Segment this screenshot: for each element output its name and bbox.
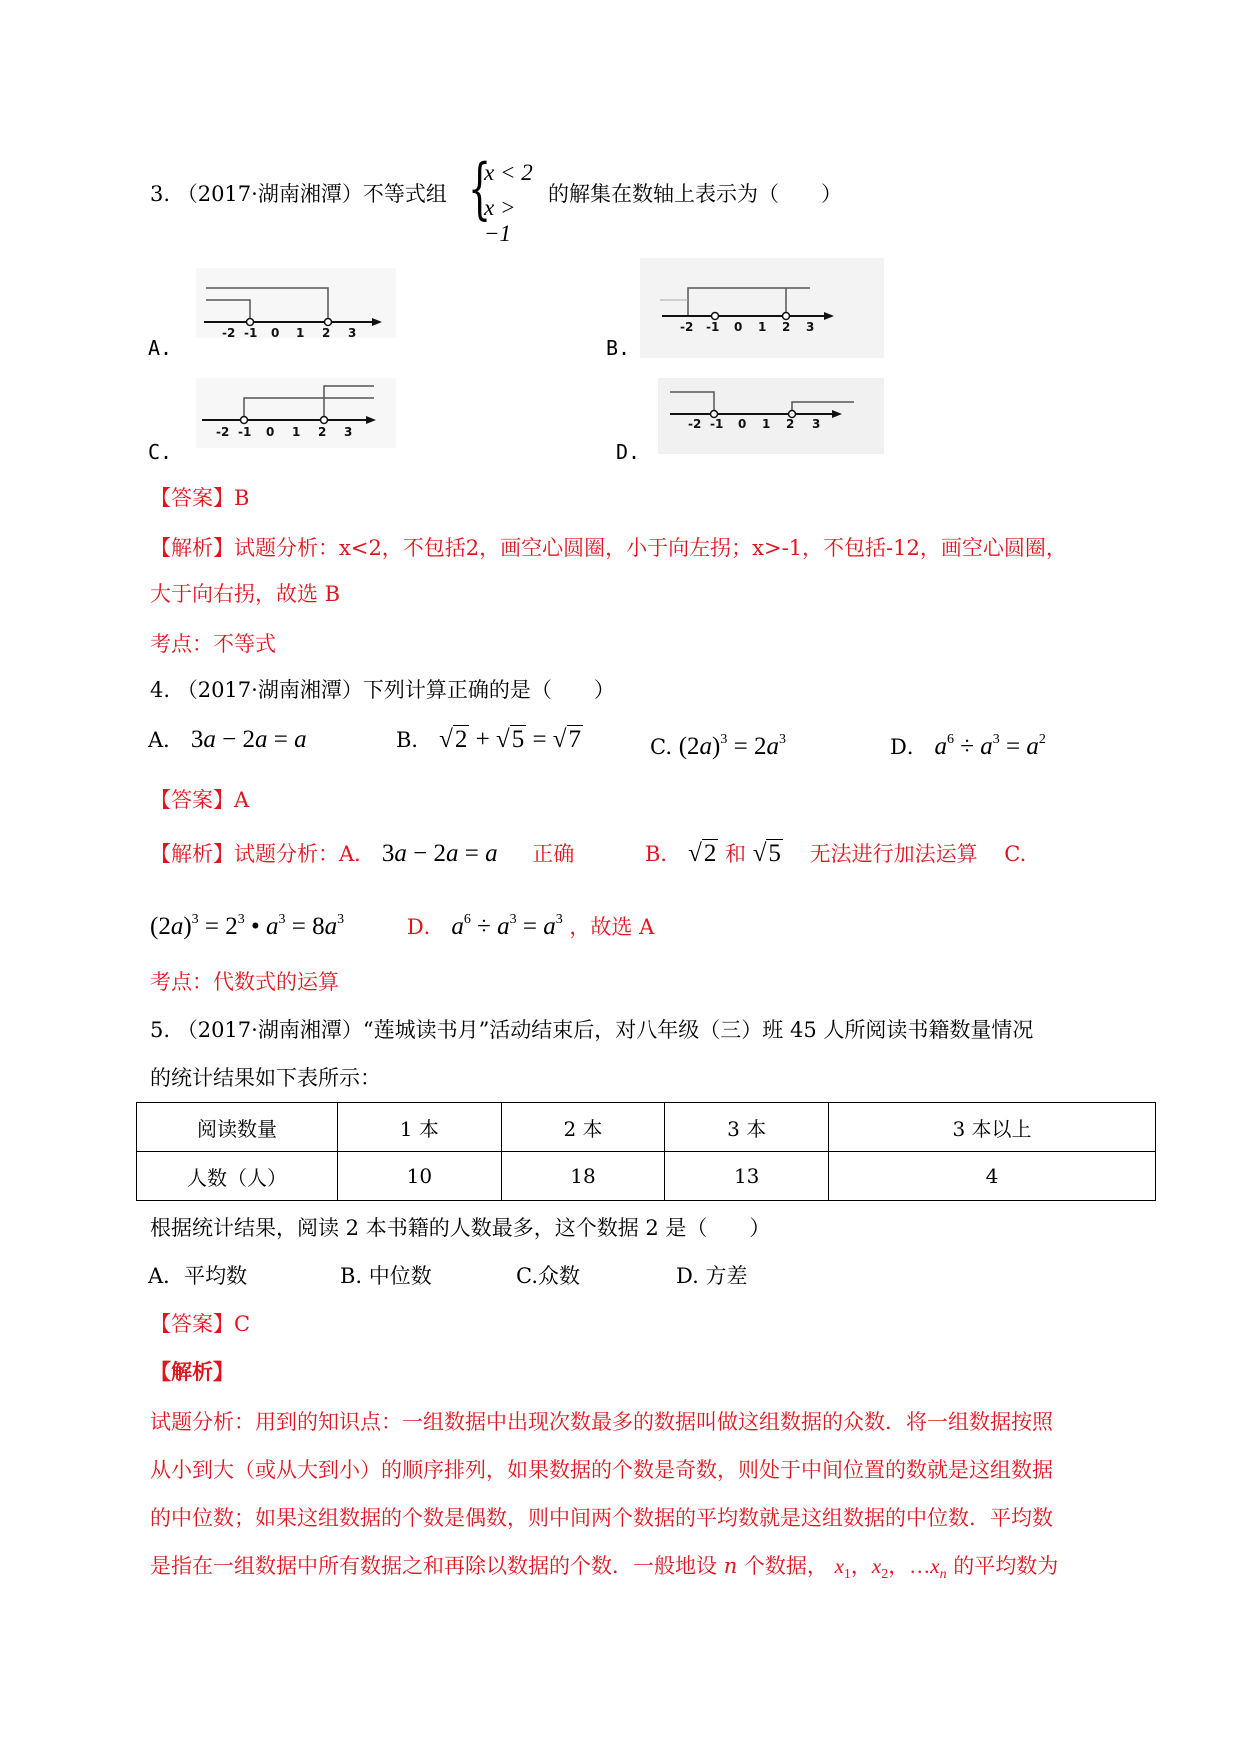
tick-label: -2 [216, 425, 230, 439]
q5-analysis-x-list: $x_1$，$x_2$，$\dots x_n$ [834, 1554, 947, 1582]
q5-analysis-line-4 [150, 1552, 1058, 1589]
table-cell: 3 本以上 [829, 1103, 1156, 1152]
q5-analysis-line-1: 试题分析：用到的知识点：一组数据中出现次数最多的数据叫做这组数据的众数．将一组数据按照 [150, 1410, 1053, 1434]
q4-analysis-c-label: C. [1004, 842, 1027, 866]
q4-option-c-label: C. [650, 735, 672, 759]
q4-option-a-label: A． [148, 728, 185, 752]
tick-label: 3 [348, 326, 357, 338]
tick-label: -1 [238, 425, 252, 439]
table-cell: 18 [501, 1152, 665, 1201]
tick-label: -2 [688, 417, 702, 431]
q4-option-d-expr: $a^6 \div a^3 = a^2$ [934, 732, 1046, 760]
q3-answer: 【答案】B [150, 486, 250, 510]
q4-option-b-expr: √2 + √5 = √7 [439, 726, 582, 753]
q4-analysis-sqrt5: √5 [752, 840, 781, 867]
q4-analysis-end: ，故选 A [569, 915, 655, 939]
q3-prefix: 3. （2017·湖南湘潭）不等式组 [150, 182, 447, 206]
q4-stem: 4. （2017·湖南湘潭）下列计算正确的是（ ） [150, 678, 615, 702]
table-row [137, 1152, 1156, 1201]
tick-label: 0 [271, 326, 280, 338]
q5-option-c: C.众数 [516, 1264, 580, 1288]
q4-analysis-b-label: B． [644, 842, 682, 866]
q4-option-d [890, 726, 1046, 761]
q4-answer: 【答案】A [150, 788, 250, 812]
q5-analysis-l4b: 个数据， [743, 1554, 828, 1578]
brace-icon: { [468, 150, 492, 227]
tick-label: -1 [244, 326, 258, 338]
tick-label: -1 [706, 320, 720, 334]
q4-kaodian: 考点：代数式的运算 [150, 970, 339, 994]
q3-analysis-line-2: 大于向右拐，故选 B [150, 582, 341, 606]
table-cell: 人数（人） [137, 1152, 338, 1201]
q4-analysis-d-label: D． [406, 915, 445, 939]
inequality-2: x > −1 [484, 195, 516, 246]
q4-analysis-b-and: 和 [725, 842, 746, 866]
q5-question: 根据统计结果，阅读 2 本书籍的人数最多，这个数据 2 是（ ） [150, 1216, 771, 1240]
tick-label: 2 [322, 326, 331, 338]
tick-label: 0 [266, 425, 275, 439]
table-cell: 2 本 [501, 1103, 665, 1152]
q5-stem-line-2: 的统计结果如下表所示： [150, 1066, 381, 1090]
table-cell: 13 [665, 1152, 829, 1201]
q4-analysis-d-expr: $a^6 \div a^3 = a^3$ [451, 912, 563, 940]
q4-analysis-head: 【解析】试题分析：A． [150, 842, 376, 866]
tick-label: 1 [296, 326, 305, 338]
table-cell: 3 本 [665, 1103, 829, 1152]
q3-analysis-line-1: 【解析】试题分析：x<2，不包括2，画空心圆圈，小于向左拐；x>-1，不包括-12，画空心圆圈， [150, 536, 1067, 560]
inequality-1: x < 2 [484, 160, 533, 185]
q5-analysis-title: 【解析】 [150, 1359, 234, 1384]
tick-label: 1 [762, 417, 771, 431]
q4-option-c [650, 726, 786, 761]
number-line-option-a [196, 268, 396, 338]
tick-label: 2 [786, 417, 795, 431]
q5-option-a: A．平均数 [148, 1264, 248, 1288]
q5-option-b: B. 中位数 [340, 1264, 432, 1288]
q5-stem-line-1: 5. （2017·湖南湘潭）“莲城读书月”活动结束后，对八年级（三）班 45 人所阅读书籍数量情况 [150, 1018, 1034, 1042]
q4-option-b [396, 726, 583, 754]
q4-analysis-a-expr: 3a − 2a = a [381, 840, 498, 867]
q4-analysis-sqrt2: √2 [688, 840, 717, 867]
q4-analysis-c-expr: $(2a)^3 = 2^3$ • $a^3 = 8a^3$ [150, 912, 345, 940]
q4-analysis-a-note: 正确 [532, 842, 575, 866]
q4-option-a [148, 726, 307, 754]
q3-stem-prefix [150, 180, 447, 208]
table-cell: 10 [338, 1152, 502, 1201]
tick-label: 0 [734, 320, 743, 334]
q5-option-d: D. 方差 [676, 1264, 748, 1288]
q3-option-b-label: B. [606, 336, 631, 360]
table-cell: 4 [829, 1152, 1156, 1201]
q4-option-a-expr: 3a − 2a = a [190, 726, 307, 753]
q5-analysis-l4a: 是指在一组数据中所有数据之和再除以数据的个数．一般地设 [150, 1554, 717, 1578]
q3-option-a-label: A. [148, 336, 173, 360]
tick-label: -2 [680, 320, 694, 334]
q4-analysis-line-2 [150, 906, 654, 941]
q4-option-c-expr: $(2a)^3 = 2a^3$ [678, 732, 786, 760]
q4-analysis-b-note: 无法进行加法运算 [809, 842, 978, 866]
q5-analysis-n: n [723, 1554, 738, 1578]
tick-label: 2 [318, 425, 327, 439]
q5-analysis-l4c: 的平均数为 [953, 1554, 1059, 1578]
q3-option-d-label: D. [616, 440, 641, 464]
q5-analysis-line-2: 从小到大（或从大到小）的顺序排列，如果数据的个数是奇数，则处于中间位置的数就是这组数据 [150, 1458, 1053, 1482]
inequality-system [468, 150, 548, 246]
table-cell: 1 本 [338, 1103, 502, 1152]
table-row [137, 1103, 1156, 1152]
tick-label: 2 [782, 320, 791, 334]
q3-kaodian: 考点：不等式 [150, 632, 276, 656]
q5-analysis-line-3: 的中位数；如果这组数据的个数是偶数，则中间两个数据的平均数就是这组数据的中位数．平均数 [150, 1506, 1053, 1530]
q4-option-d-label: D． [890, 735, 928, 759]
tick-label: 3 [344, 425, 353, 439]
table-cell: 阅读数量 [137, 1103, 338, 1152]
number-line-option-b [640, 258, 884, 358]
tick-label: 0 [738, 417, 747, 431]
tick-label: -1 [710, 417, 724, 431]
q3-stem-suffix: 的解集在数轴上表示为（ ） [548, 182, 842, 206]
q4-analysis-line-1 [150, 840, 1026, 868]
q3-option-c-label: C. [148, 440, 173, 464]
tick-label: 1 [292, 425, 301, 439]
tick-label: 3 [812, 417, 821, 431]
q5-answer: 【答案】C [150, 1312, 251, 1336]
number-line-option-c [196, 378, 396, 448]
number-line-option-d [658, 378, 884, 454]
tick-label: 3 [806, 320, 815, 334]
tick-label: -2 [222, 326, 236, 338]
q4-option-b-label: B． [396, 728, 433, 752]
reading-stats-table [136, 1102, 1156, 1201]
tick-label: 1 [758, 320, 767, 334]
